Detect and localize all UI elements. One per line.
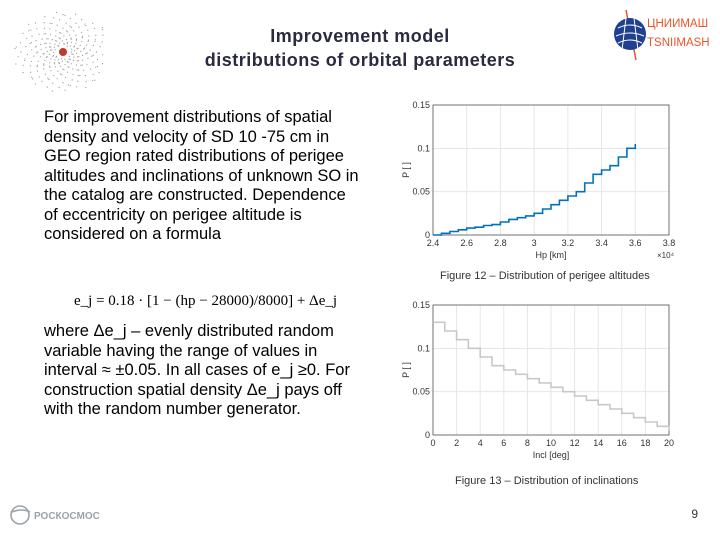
debris-dot (50, 46, 51, 47)
debris-dot (38, 61, 39, 62)
debris-dot (54, 44, 55, 45)
debris-dot (85, 25, 86, 26)
debris-dot (95, 67, 96, 68)
x-tick-label: 20 (663, 438, 675, 448)
debris-dot (73, 60, 74, 61)
debris-dot (95, 39, 96, 40)
debris-dot (47, 56, 48, 57)
debris-dot (18, 56, 19, 57)
tsniimash-en-text: TSNIIMASH (647, 37, 710, 49)
debris-dot (59, 32, 60, 33)
debris-dot (62, 68, 63, 69)
debris-dot (53, 55, 54, 56)
debris-dot (67, 61, 68, 62)
debris-dot (30, 72, 31, 73)
debris-dot (39, 76, 40, 77)
debris-dot (62, 61, 63, 62)
debris-dot (77, 48, 78, 49)
debris-dot (90, 50, 91, 51)
x-tick-label: 3 (531, 238, 537, 248)
debris-dot (36, 52, 37, 53)
debris-dot (88, 40, 89, 41)
debris-dot (67, 66, 68, 67)
debris-dot (46, 43, 47, 44)
debris-dot (31, 42, 32, 43)
debris-dot (28, 24, 29, 25)
debris-dot (31, 35, 32, 36)
debris-dot (93, 55, 94, 56)
debris-dot (86, 44, 87, 45)
debris-dot (61, 58, 62, 59)
x-axis-label: Hp [km] (535, 250, 567, 260)
debris-dot (78, 70, 79, 71)
debris-dot (76, 40, 77, 41)
debris-dot (86, 64, 87, 65)
debris-dot (67, 43, 68, 44)
debris-dot (102, 27, 103, 28)
debris-dot (30, 65, 31, 66)
debris-dot (81, 19, 82, 20)
debris-dot (71, 63, 72, 64)
tsniimash-logo (612, 6, 720, 64)
debris-dot (41, 81, 42, 82)
debris-dot (62, 14, 63, 15)
y-tick-label: 0.05 (412, 186, 430, 197)
debris-dot (94, 80, 95, 81)
debris-dot (33, 56, 34, 57)
debris-dot (55, 49, 56, 50)
debris-dot (73, 30, 74, 31)
x-tick-label: 14 (593, 438, 604, 448)
debris-dot (38, 34, 39, 35)
debris-dot (51, 49, 52, 50)
debris-dot (44, 28, 45, 29)
debris-dot (50, 43, 51, 44)
debris-dot (75, 14, 76, 15)
debris-dot (49, 46, 50, 47)
debris-dot (23, 72, 24, 73)
debris-dot (48, 79, 49, 80)
debris-dot (36, 28, 37, 29)
debris-dot (69, 26, 70, 27)
debris-dot (46, 38, 47, 39)
debris-dot (35, 83, 36, 84)
perigee-altitude-chart (395, 95, 695, 265)
debris-dot (78, 56, 79, 57)
debris-dot (59, 19, 60, 20)
debris-dot (49, 67, 50, 68)
debris-dot (102, 29, 103, 30)
figure-12-caption: Figure 12 – Distribution of perigee altitudes (440, 270, 650, 282)
debris-dot (65, 90, 66, 91)
debris-dot (15, 63, 16, 64)
y-tick-label: 0.15 (412, 300, 430, 310)
debris-dot (55, 40, 56, 41)
debris-dot (84, 48, 85, 49)
debris-dot (60, 33, 61, 34)
debris-dot (74, 50, 75, 51)
debris-dot (32, 78, 33, 79)
debris-dot (54, 59, 55, 60)
globe-icon (612, 6, 720, 64)
debris-dot (42, 39, 43, 40)
debris-dot (37, 66, 38, 67)
debris-dot (70, 18, 71, 19)
debris-dot (97, 59, 98, 60)
debris-dot (58, 59, 59, 60)
debris-dot (72, 68, 73, 69)
debris-dot (31, 77, 32, 78)
y-axis-label: P [ ] (401, 362, 411, 378)
x-exponent-label: ×10⁴ (657, 251, 675, 260)
debris-dot (47, 87, 48, 88)
debris-dot (81, 41, 82, 42)
debris-dot (80, 51, 81, 52)
debris-dot (44, 60, 45, 61)
debris-dot (49, 54, 50, 55)
debris-dot (62, 28, 63, 29)
debris-dot (68, 84, 69, 85)
debris-dot (53, 52, 54, 53)
figure-13-caption: Figure 13 – Distribution of inclinations (455, 475, 639, 487)
debris-dot (82, 65, 83, 66)
debris-dot (83, 48, 84, 49)
debris-dot (66, 39, 67, 40)
title-line-2: distributions of orbital parameters (204, 50, 516, 70)
x-tick-label: 4 (477, 438, 483, 448)
debris-dot (54, 47, 55, 48)
debris-dot (76, 53, 77, 54)
eccentricity-formula: e_j = 0.18 · [1 − (hp − 28000)/8000] + Δe_j (74, 293, 338, 309)
debris-dot (37, 70, 38, 71)
debris-dot (78, 27, 79, 28)
orbit-debris-logo (5, 5, 105, 95)
debris-dot (87, 30, 88, 31)
debris-dot (82, 55, 83, 56)
x-tick-label: 2 (454, 438, 460, 448)
body-paragraph-1: For improvement distributions of spatial density and velocity of SD 10 -75 cm in GEO region rated distributions of perigee altitudes and inclinations of unknown SO in the catalog are constructed. Dependence of eccentricity on perigee altitude is considered on a formula (44, 108, 359, 243)
debris-dot (53, 17, 54, 18)
y-tick-label: 0.1 (417, 343, 430, 354)
debris-dot (20, 42, 21, 43)
debris-dot (75, 43, 76, 44)
debris-dot (68, 58, 69, 59)
debris-dot (64, 44, 65, 45)
debris-dot (83, 70, 84, 71)
debris-dot (53, 75, 54, 76)
debris-dot (66, 30, 67, 31)
debris-dot (87, 58, 88, 59)
debris-dot (63, 69, 64, 70)
debris-dot (93, 45, 94, 46)
debris-dot (100, 46, 101, 47)
debris-dot (95, 35, 96, 36)
debris-dot (44, 22, 45, 23)
debris-dot (59, 87, 60, 88)
debris-dot (82, 37, 83, 38)
debris-dot (55, 35, 56, 36)
plot-frame (433, 105, 669, 235)
tsniimash-ru-text: ЦНИИМАШ (647, 18, 709, 30)
debris-dot (57, 71, 58, 72)
debris-dot (88, 35, 89, 36)
x-tick-label: 12 (569, 438, 580, 448)
debris-dot (47, 78, 48, 79)
debris-dot (57, 78, 58, 79)
debris-dot (37, 65, 38, 66)
debris-dot (76, 86, 77, 87)
debris-dot (80, 65, 81, 66)
debris-dot (16, 46, 17, 47)
y-tick-label: 0.1 (417, 143, 430, 154)
debris-dot (66, 23, 67, 24)
debris-dot (77, 81, 78, 82)
debris-dot (92, 23, 93, 24)
x-tick-label: 0 (430, 438, 436, 448)
debris-dot (102, 41, 103, 42)
debris-dot (67, 72, 68, 73)
debris-dot (69, 56, 70, 57)
debris-dot (73, 74, 74, 75)
y-tick-label: 0.15 (412, 100, 430, 110)
debris-dot (61, 74, 62, 75)
debris-dot (85, 53, 86, 54)
debris-dot (64, 59, 65, 60)
debris-dot (44, 16, 45, 17)
debris-dot (29, 43, 30, 44)
debris-dot (43, 63, 44, 64)
debris-dot (76, 64, 77, 65)
debris-dot (73, 54, 74, 55)
debris-dot (94, 28, 95, 29)
debris-dot (65, 64, 66, 65)
debris-dot (25, 46, 26, 47)
debris-dot (58, 62, 59, 63)
debris-dot (52, 39, 53, 40)
slide-title (150, 24, 570, 72)
debris-dot (45, 47, 46, 48)
debris-dot (62, 82, 63, 83)
debris-dot (71, 39, 72, 40)
debris-dot (85, 87, 86, 88)
debris-dot (59, 37, 60, 38)
debris-dot (28, 30, 29, 31)
debris-dot (73, 46, 74, 47)
debris-dot (36, 46, 37, 47)
debris-dot (76, 38, 77, 39)
debris-dot (50, 23, 51, 24)
debris-dot (50, 58, 51, 59)
debris-dot (77, 69, 78, 70)
title-line-1: Improvement model (270, 26, 450, 46)
debris-dot (31, 61, 32, 62)
debris-dot (84, 23, 85, 24)
debris-dot (64, 15, 65, 16)
debris-dot (81, 32, 82, 33)
debris-dot (27, 54, 28, 55)
debris-dot (55, 30, 56, 31)
debris-dot (77, 56, 78, 57)
debris-dot (86, 81, 87, 82)
debris-dot (58, 46, 59, 47)
debris-dot (99, 72, 100, 73)
debris-dot (49, 66, 50, 67)
debris-dot (57, 25, 58, 26)
debris-dot (35, 22, 36, 23)
x-tick-label: 18 (640, 438, 651, 448)
debris-dot (71, 51, 72, 52)
debris-dot (77, 60, 78, 61)
x-tick-label: 3.8 (662, 238, 676, 248)
x-tick-label: 2.4 (426, 238, 440, 248)
debris-dot (37, 51, 38, 52)
debris-dot (92, 80, 93, 81)
debris-dot (85, 75, 86, 76)
debris-dot (44, 43, 45, 44)
debris-dot (102, 35, 103, 36)
debris-dot (88, 41, 89, 42)
debris-dot (43, 65, 44, 66)
y-tick-label: 0 (424, 230, 430, 240)
x-axis-label: Incl [deg] (532, 450, 570, 460)
debris-dot (71, 49, 72, 50)
debris-dot (48, 38, 49, 39)
debris-dot (41, 49, 42, 50)
debris-dot (75, 35, 76, 36)
debris-dot (56, 41, 57, 42)
debris-dot (82, 60, 83, 61)
debris-dot (75, 23, 76, 24)
debris-dot (62, 40, 63, 41)
debris-dot (93, 62, 94, 63)
debris-dot (25, 58, 26, 59)
x-tick-label: 6 (501, 438, 507, 448)
debris-dot (60, 38, 61, 39)
debris-dot (22, 33, 23, 34)
debris-dot (77, 75, 78, 76)
roscosmos-emblem-icon (11, 506, 30, 524)
debris-dot (52, 83, 53, 84)
debris-dot (102, 54, 103, 55)
debris-dot (50, 34, 51, 35)
x-tick-label: 3.2 (561, 238, 575, 248)
debris-dot (91, 56, 92, 57)
debris-dot (68, 67, 69, 68)
debris-dot (63, 35, 64, 36)
debris-dot (31, 49, 32, 50)
debris-dot (45, 74, 46, 75)
x-tick-label: 16 (616, 438, 627, 448)
debris-dot (70, 45, 71, 46)
debris-dot (56, 56, 57, 57)
debris-dot (56, 12, 57, 13)
debris-dot (94, 41, 95, 42)
x-tick-label: 3.6 (629, 238, 642, 248)
debris-dot (23, 65, 24, 66)
x-tick-label: 3.4 (595, 238, 608, 248)
debris-dot (44, 33, 45, 34)
debris-dot (45, 33, 46, 34)
debris-dot (90, 69, 91, 70)
debris-dot (35, 46, 36, 47)
debris-dot (69, 34, 70, 35)
debris-dot (97, 66, 98, 67)
debris-dot (73, 57, 74, 58)
debris-dot (87, 52, 88, 53)
debris-dot (47, 51, 48, 52)
debris-dot (72, 79, 73, 80)
debris-dot (96, 51, 97, 52)
debris-dot (49, 62, 50, 63)
debris-dot (43, 68, 44, 69)
debris-dot (71, 42, 72, 43)
debris-dot (30, 30, 31, 31)
debris-dot (54, 62, 55, 63)
debris-dot (79, 75, 80, 76)
debris-dot (44, 53, 45, 54)
debris-dot (102, 63, 103, 64)
debris-dot (71, 27, 72, 28)
debris-dot (52, 90, 53, 91)
debris-dot (70, 85, 71, 86)
debris-dot (20, 51, 21, 52)
inclination-chart (395, 295, 695, 460)
debris-dot (60, 73, 61, 74)
debris-dot (70, 38, 71, 39)
x-tick-label: 10 (545, 438, 557, 448)
debris-dot (82, 36, 83, 37)
y-axis-label: P [ ] (401, 162, 411, 178)
debris-dot (50, 70, 51, 71)
debris-dot (93, 74, 94, 75)
debris-dot (40, 44, 41, 45)
debris-dot (65, 77, 66, 78)
debris-dot (35, 40, 36, 41)
debris-dot (51, 23, 52, 24)
debris-dot (78, 60, 79, 61)
body-paragraph-2: where Δe_j – evenly distributed random variable having the range of values in interval ≈ ±0.05. In all cases of e_j ≥0. For construction spatial density Δe_j pays off with the random number generator. (44, 322, 350, 418)
roscosmos-text: РОСКОСМОС (34, 511, 100, 522)
page-number: 9 (691, 507, 698, 521)
debris-dot (43, 54, 44, 55)
x-tick-label: 8 (524, 438, 530, 448)
debris-dot (26, 38, 27, 39)
debris-dot (49, 28, 50, 29)
debris-dot (59, 43, 60, 44)
debris-dot (67, 46, 68, 47)
debris-dot (14, 48, 15, 49)
debris-dot (67, 31, 68, 32)
y-tick-label: 0.05 (412, 386, 430, 397)
debris-dot (50, 50, 51, 51)
roscosmos-logo (8, 500, 128, 530)
debris-dot (24, 60, 25, 61)
debris-dot (71, 54, 72, 55)
debris-dot (60, 66, 61, 67)
y-tick-label: 0 (424, 430, 430, 440)
debris-dot (80, 45, 81, 46)
debris-dot (40, 56, 41, 57)
x-tick-label: 2.8 (494, 238, 507, 248)
debris-dot (55, 66, 56, 67)
x-tick-label: 2.6 (460, 238, 473, 248)
